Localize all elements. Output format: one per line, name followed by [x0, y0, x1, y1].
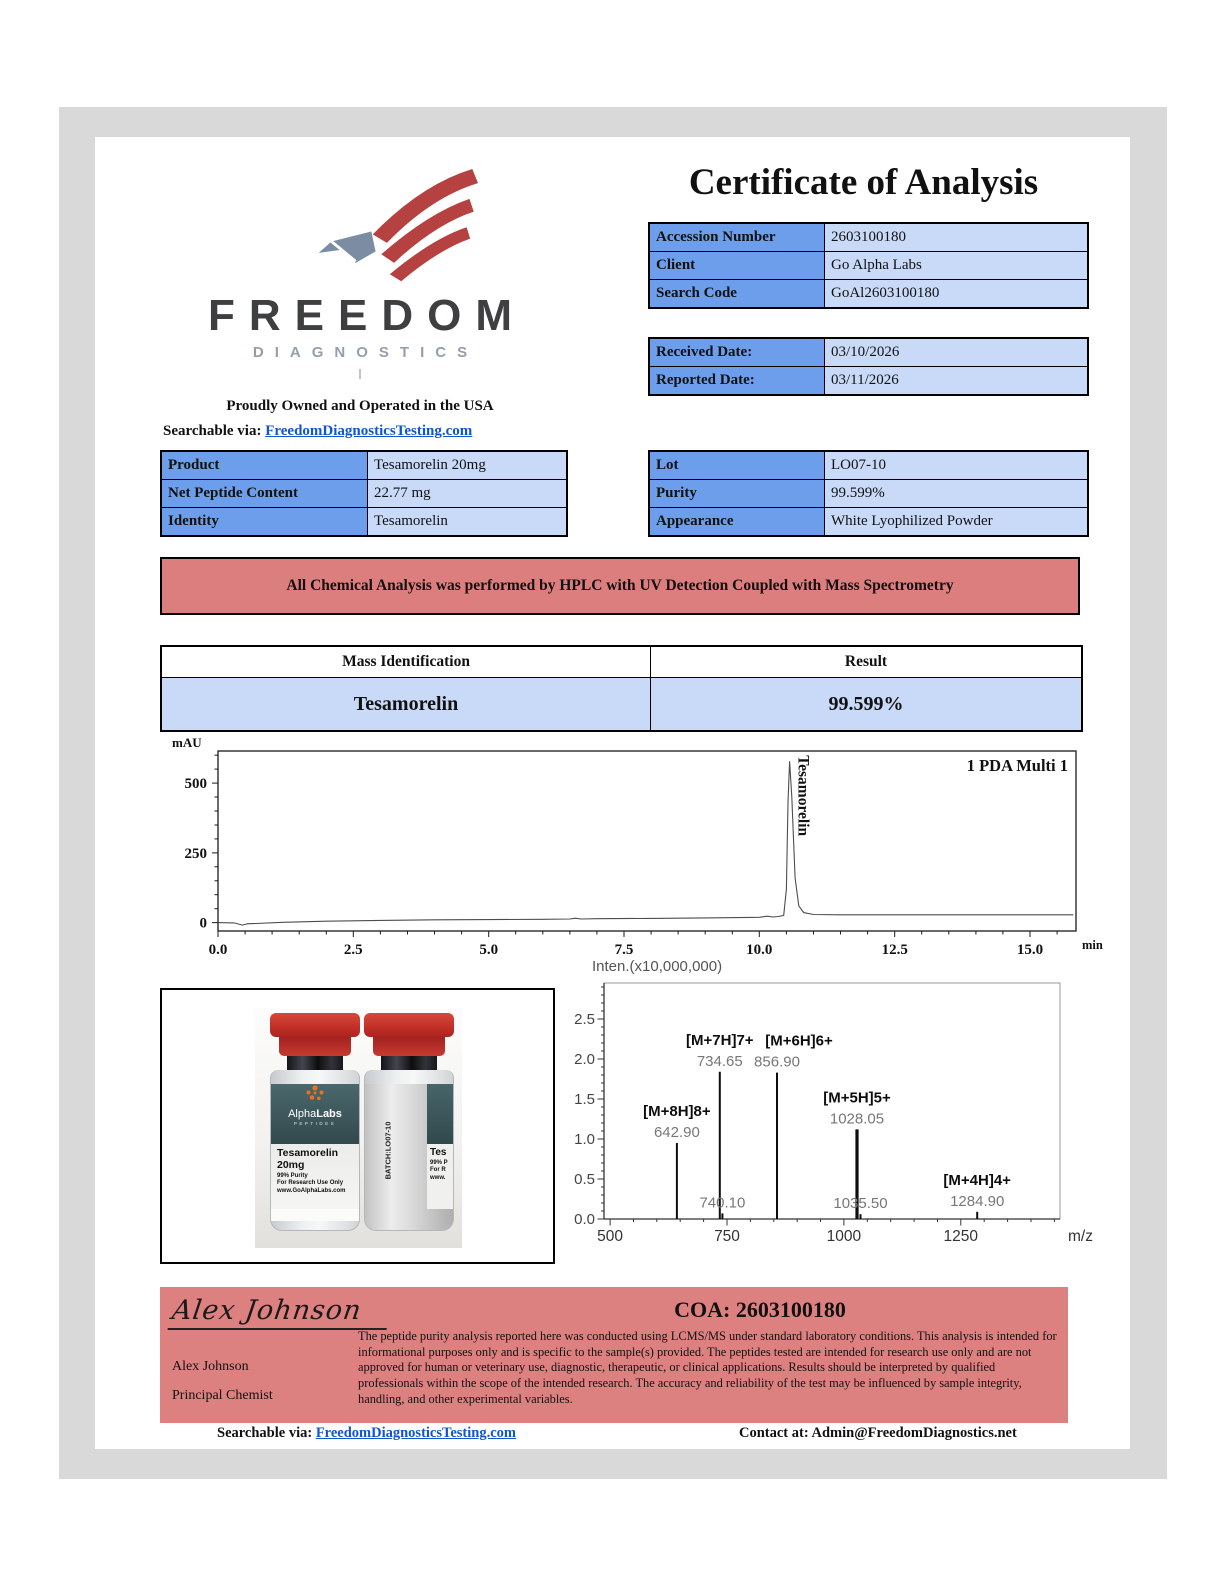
- lot-value: White Lyophilized Powder: [825, 508, 1089, 537]
- vial-url-line: www.GoAlphaLabs.com: [277, 1187, 346, 1194]
- chart-title: 1 PDA Multi 1: [966, 756, 1068, 775]
- peak-mz-label: 734.65: [696, 1052, 743, 1070]
- peak-mz-label: 1035.50: [833, 1195, 888, 1213]
- mass-spectrum: [568, 957, 1103, 1274]
- batch-code: BATCH:LO07-10: [383, 1121, 393, 1180]
- peak-label: Tesamorelin: [794, 755, 812, 837]
- chemist-name: Alex Johnson: [172, 1359, 249, 1374]
- partial-line: For R: [430, 1167, 446, 1173]
- partial-line: www.: [430, 1174, 446, 1181]
- table-row: [649, 367, 1088, 396]
- lot-table: [648, 450, 1089, 537]
- peak-mz-label: 1028.05: [829, 1110, 885, 1128]
- vial-cap-skirt: [279, 1037, 351, 1056]
- product-photo-box: [160, 988, 555, 1264]
- eagle-logo-icon: [225, 159, 565, 292]
- result-value: 99.599%: [651, 678, 1083, 732]
- x-tick-label: 15.0: [1016, 942, 1044, 958]
- product-table: [160, 450, 568, 537]
- logo-divider: [359, 369, 361, 379]
- vial-label-edge: [427, 1084, 453, 1230]
- signature: Alex Johnson: [168, 1295, 392, 1330]
- table-row: [649, 223, 1088, 252]
- chemist-role: Principal Chemist: [172, 1388, 273, 1403]
- table-row: [649, 280, 1088, 309]
- coa-number: COA: 2603100180: [674, 1297, 846, 1322]
- info-label: Search Code: [649, 280, 825, 309]
- lyophilized-powder: [365, 1230, 453, 1231]
- alphalabs-name: AlphaLabs: [288, 1108, 342, 1120]
- vial-label-top: [271, 1084, 359, 1144]
- date-value: 03/10/2026: [825, 338, 1089, 367]
- y-axis-unit: mAU: [172, 735, 202, 750]
- lot-label: Purity: [649, 480, 825, 508]
- table-row: [649, 480, 1088, 508]
- date-table: [648, 337, 1089, 396]
- vial-purity-line: 99% Purity: [277, 1172, 308, 1179]
- x-tick-label: 500: [597, 1228, 624, 1245]
- lot-value: 99.599%: [825, 480, 1089, 508]
- y-tick-label: 1.5: [574, 1091, 595, 1108]
- info-value: Go Alpha Labs: [825, 252, 1089, 280]
- lyophilized-powder: [271, 1209, 359, 1221]
- vial-body: [364, 1070, 454, 1231]
- info-label: Client: [649, 252, 825, 280]
- vial-product-name: Tesamorelin 20mg: [277, 1147, 339, 1171]
- product-label: Net Peptide Content: [161, 480, 368, 508]
- brand-subtitle: DIAGNOSTICS: [252, 344, 479, 361]
- mass-id-header: Mass Identification: [161, 646, 651, 678]
- date-value: 03/11/2026: [825, 367, 1089, 396]
- logo-block: [155, 159, 565, 415]
- lot-label: Lot: [649, 451, 825, 480]
- product-value: Tesamorelin 20mg: [368, 451, 568, 480]
- y-tick-label: 2.0: [574, 1051, 595, 1068]
- y-tick-label: 0.0: [574, 1211, 595, 1228]
- y-tick-label: 0: [199, 915, 207, 932]
- search-line-top: [163, 423, 472, 440]
- peak-mz-label: 1284.90: [950, 1192, 1005, 1210]
- x-tick-label: 10.0: [746, 942, 773, 958]
- vial-photo: [255, 1008, 462, 1248]
- date-label: Received Date:: [649, 338, 825, 367]
- info-label: Accession Number: [649, 223, 825, 252]
- date-label: Reported Date:: [649, 367, 825, 396]
- x-tick-label: 750: [714, 1228, 740, 1245]
- vial-body: [270, 1070, 360, 1231]
- partial-product: Tes: [430, 1147, 447, 1158]
- peak-ion-label: [M+6H]6+: [765, 1032, 833, 1050]
- info-value: GoAl2603100180: [825, 280, 1089, 309]
- y-tick-label: 2.5: [574, 1011, 595, 1028]
- x-axis-unit: min: [1082, 938, 1103, 952]
- table-row: [649, 338, 1088, 367]
- chart-title: Inten.(x10,000,000): [592, 958, 723, 975]
- peak-mz-label: 642.90: [653, 1124, 700, 1141]
- vial-cap: [364, 1013, 454, 1037]
- plot-frame: [218, 751, 1076, 931]
- brand-name: FREEDOM: [208, 291, 526, 340]
- search-label: Searchable via:: [217, 1425, 313, 1441]
- alphalabs-logo-icon: [302, 1084, 328, 1102]
- product-label: Product: [161, 451, 368, 480]
- page-title: Certificate of Analysis: [688, 162, 1039, 203]
- info-table: [648, 222, 1089, 309]
- vial-research-line: For Research Use Only: [277, 1180, 344, 1186]
- table-header-row: [161, 646, 1082, 678]
- signature-footer: [160, 1287, 1068, 1423]
- peak-ion-label: [M+5H]5+: [823, 1089, 891, 1107]
- partial-line: 99% P: [430, 1159, 448, 1166]
- peak-ion-label: [M+7H]7+: [686, 1031, 754, 1049]
- x-tick-label: 0.0: [208, 942, 228, 958]
- table-row: [649, 252, 1088, 280]
- peak-ion-label: [M+8H]8+: [643, 1103, 711, 1120]
- y-tick-label: 250: [184, 845, 207, 862]
- table-row: [161, 508, 567, 537]
- table-row: [649, 508, 1088, 537]
- table-row: [161, 480, 567, 508]
- vial-crimp-seal: [287, 1056, 343, 1070]
- x-tick-label: 12.5: [881, 942, 908, 958]
- peak-ion-label: [M+4H]4+: [943, 1171, 1011, 1189]
- info-value: 2603100180: [825, 223, 1089, 252]
- vial-label-bottom: [271, 1144, 359, 1209]
- peak-mz-label: 856.90: [754, 1053, 800, 1071]
- lot-label: Appearance: [649, 508, 825, 537]
- mass-identification-table: [160, 645, 1083, 732]
- vial-cap-skirt: [373, 1037, 445, 1056]
- disclaimer-text: The peptide purity analysis reported here was conducted using LCMS/MS under standard laboratory conditions. This analysis is intended for informational purposes only and is specific to the sample(s) provided. The peptides tested are intended for research use only and are not approved for human or veterinary use, diagnostic, therapeutic, or clinical applications. Results should be interpreted by qualified professionals within the scope of the intended research. The accuracy and reliability of the test may be influenced by sample integrity, handling, and other experimental variables.: [358, 1329, 1057, 1406]
- hplc-chromatogram: [151, 735, 1111, 972]
- document-page: [95, 137, 1130, 1449]
- product-value: 22.77 mg: [368, 480, 568, 508]
- mass-id-value: Tesamorelin: [161, 678, 651, 732]
- x-tick-label: 2.5: [343, 942, 363, 958]
- vial-cap: [270, 1013, 360, 1037]
- vial-back: [364, 1013, 454, 1231]
- product-label: Identity: [161, 508, 368, 537]
- lot-value: LO07-10: [825, 451, 1089, 480]
- vial-silver-label: [365, 1084, 453, 1230]
- alphalabs-sub: PEPTIDES: [293, 1121, 337, 1126]
- x-tick-label: 7.5: [614, 942, 634, 958]
- peak-mz-label: 740.10: [699, 1194, 746, 1212]
- vial-front: [270, 1013, 360, 1231]
- search-link[interactable]: FreedomDiagnosticsTesting.com: [315, 1425, 516, 1441]
- tagline: Proudly Owned and Operated in the USA: [226, 398, 494, 414]
- table-row: [161, 678, 1082, 732]
- x-tick-label: 1250: [943, 1228, 979, 1245]
- table-row: [161, 451, 567, 480]
- search-label: Searchable via:: [163, 423, 262, 439]
- y-tick-label: 0.5: [574, 1171, 595, 1188]
- search-line-bottom: [217, 1425, 516, 1442]
- vial-crimp-seal: [381, 1056, 437, 1070]
- result-header: Result: [651, 646, 1083, 678]
- x-tick-label: 5.0: [479, 942, 499, 958]
- search-link[interactable]: FreedomDiagnosticsTesting.com: [265, 423, 473, 439]
- product-value: Tesamorelin: [368, 508, 568, 537]
- table-row: [649, 451, 1088, 480]
- y-tick-label: 1.0: [574, 1131, 595, 1148]
- method-banner: All Chemical Analysis was performed by HPLC with UV Detection Coupled with Mass Spectrometry: [160, 557, 1080, 615]
- contact-line: Contact at: Admin@FreedomDiagnostics.net: [739, 1425, 1017, 1441]
- y-tick-label: 500: [184, 776, 207, 793]
- x-tick-label: 1000: [826, 1228, 862, 1245]
- x-axis-unit: m/z: [1068, 1228, 1093, 1245]
